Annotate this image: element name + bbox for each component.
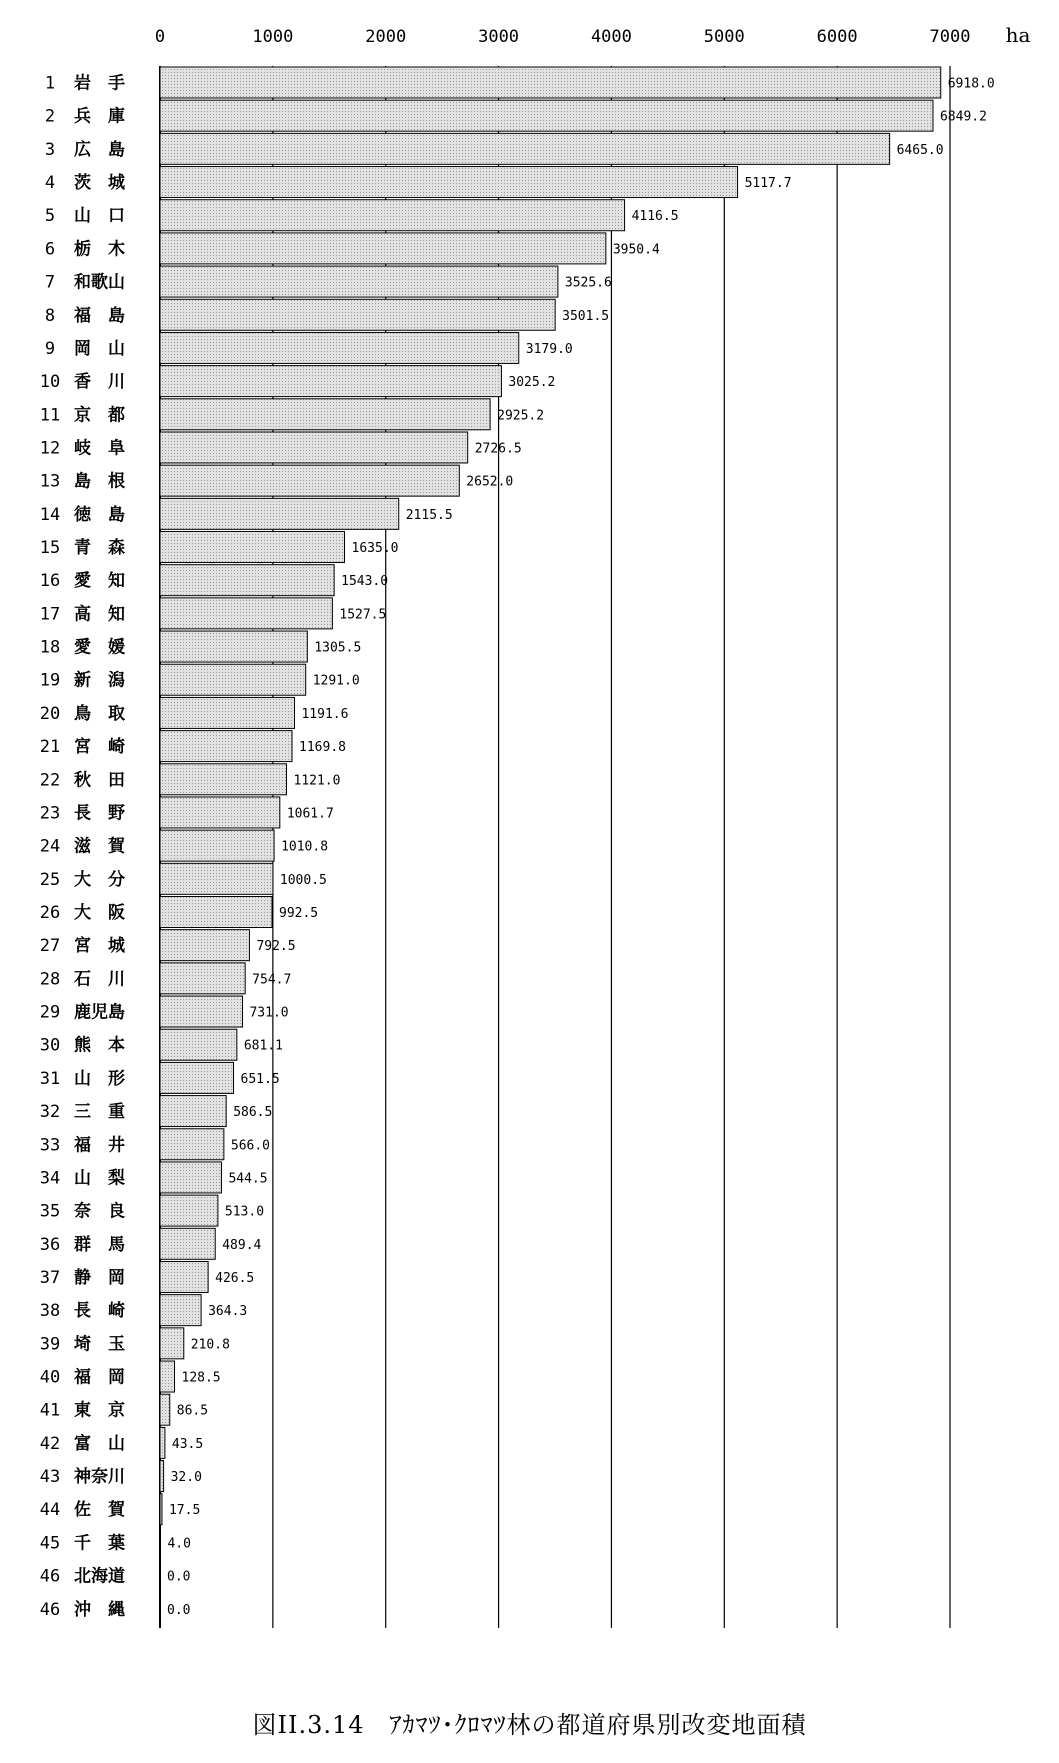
bar	[160, 167, 738, 198]
rank-label: 42	[39, 1433, 61, 1454]
value-label: 586.5	[233, 1105, 273, 1121]
bar	[160, 1029, 237, 1060]
rank-label: 24	[39, 836, 61, 857]
bar	[160, 332, 519, 363]
rank-label: 4	[44, 173, 56, 194]
prefecture-label: 沖 縄	[74, 1599, 125, 1620]
x-tick-label: 1000	[252, 27, 294, 47]
prefecture-label: 熊 本	[74, 1035, 125, 1056]
value-label: 566.0	[230, 1138, 271, 1154]
rank-label: 35	[39, 1201, 61, 1222]
bar	[160, 996, 242, 1027]
value-label: 3179.0	[525, 341, 573, 357]
bar	[160, 465, 459, 496]
bar	[160, 764, 287, 795]
value-label: 6465.0	[896, 142, 944, 158]
unit-label: ha	[1005, 23, 1031, 47]
rank-label: 44	[39, 1500, 61, 1521]
rank-label: 6	[44, 239, 56, 260]
bar	[160, 432, 468, 463]
rank-label: 25	[39, 869, 61, 890]
rank-label: 22	[39, 770, 61, 791]
bar	[160, 565, 334, 596]
bar	[160, 930, 249, 961]
x-tick-label: 5000	[703, 27, 745, 47]
prefecture-label: 広 島	[74, 139, 125, 160]
bar	[160, 1328, 184, 1359]
prefecture-label: 秋 田	[74, 770, 125, 791]
rank-label: 38	[39, 1301, 61, 1322]
prefecture-label: 香 川	[74, 372, 125, 393]
bar	[160, 100, 933, 131]
rank-label: 5	[44, 206, 56, 227]
prefecture-label: 静 岡	[74, 1267, 125, 1288]
value-label: 6918.0	[947, 76, 995, 92]
value-label: 128.5	[181, 1370, 221, 1386]
value-label: 1635.0	[351, 541, 399, 557]
value-label: 426.5	[215, 1270, 255, 1286]
rank-label: 40	[39, 1367, 61, 1388]
prefecture-label: 栃 木	[74, 239, 125, 260]
prefecture-label: 岩 手	[74, 73, 125, 94]
rank-label: 28	[39, 969, 61, 990]
prefecture-label: 大 分	[74, 869, 125, 890]
value-label: 1543.0	[341, 574, 389, 590]
prefecture-label: 岐 阜	[74, 438, 125, 459]
prefecture-label: 福 岡	[74, 1367, 125, 1388]
value-label: 2726.5	[474, 441, 522, 457]
value-label: 5117.7	[744, 176, 792, 192]
prefecture-label: 青 森	[74, 538, 125, 559]
prefecture-label: 宮 城	[74, 936, 125, 957]
rank-label: 19	[39, 670, 61, 691]
value-label: 2652.0	[466, 474, 514, 490]
prefecture-label: 鳥 取	[74, 703, 125, 724]
rank-label: 9	[44, 338, 56, 359]
value-label: 2115.5	[405, 507, 453, 523]
rank-label: 34	[39, 1168, 61, 1189]
rank-label: 33	[39, 1135, 61, 1156]
bar	[160, 233, 606, 264]
bar	[160, 133, 890, 164]
prefecture-label: 福 島	[74, 305, 125, 326]
value-label: 651.5	[240, 1071, 280, 1087]
prefecture-label: 高 知	[74, 604, 125, 625]
prefecture-label: 長 崎	[74, 1301, 125, 1322]
rank-label: 26	[39, 903, 61, 923]
value-label: 513.0	[224, 1204, 265, 1220]
bar	[160, 897, 272, 928]
prefecture-label: 滋 賀	[74, 836, 125, 857]
rank-label: 39	[39, 1334, 61, 1355]
rank-label: 43	[39, 1467, 61, 1488]
value-label: 6849.2	[939, 109, 987, 125]
value-label: 3950.4	[612, 242, 660, 258]
bar	[160, 1494, 162, 1525]
value-label: 1010.8	[281, 839, 329, 855]
bar	[160, 697, 294, 728]
bar	[160, 399, 490, 430]
value-label: 731.0	[249, 1005, 289, 1021]
rank-label: 14	[39, 504, 61, 525]
figure-caption: 図II.3.14 ｱｶﾏﾂ･ｸﾛﾏﾂ林の都道府県別改変地面積	[252, 1711, 807, 1739]
x-tick-label: 6000	[816, 27, 858, 47]
bar	[160, 1427, 165, 1458]
prefecture-label: 山 梨	[74, 1168, 125, 1189]
value-label: 43.5	[171, 1436, 204, 1452]
value-label: 1305.5	[314, 640, 362, 656]
rank-label: 15	[39, 538, 61, 559]
value-label: 364.3	[208, 1304, 248, 1320]
prefecture-label: 群 馬	[74, 1234, 125, 1255]
prefecture-label: 三 重	[74, 1102, 125, 1123]
value-label: 3525.6	[564, 275, 612, 291]
prefecture-label: 新 潟	[74, 670, 125, 691]
bar	[160, 200, 625, 231]
bar	[160, 963, 245, 994]
prefecture-label: 埼 玉	[74, 1334, 125, 1355]
value-label: 0.0	[167, 1602, 191, 1618]
x-tick-label: 7000	[929, 27, 971, 47]
bar	[160, 731, 292, 762]
bar	[160, 1394, 170, 1425]
prefecture-label: 宮 崎	[74, 737, 125, 758]
prefecture-label: 神奈川	[74, 1467, 125, 1488]
rank-label: 37	[39, 1267, 61, 1288]
bar	[160, 1461, 164, 1492]
rank-label: 13	[39, 471, 61, 492]
rank-label: 2	[44, 106, 56, 127]
value-label: 0.0	[167, 1569, 191, 1585]
x-tick-label: 3000	[478, 27, 520, 47]
value-label: 1169.8	[299, 740, 346, 756]
value-label: 544.5	[228, 1171, 268, 1187]
bar	[160, 664, 306, 695]
value-label: 17.5	[168, 1503, 201, 1519]
bar	[160, 863, 273, 894]
rank-label: 32	[39, 1102, 61, 1123]
rank-label: 10	[39, 372, 61, 393]
value-label: 792.5	[256, 939, 296, 955]
prefecture-label: 島 根	[74, 471, 125, 492]
value-label: 992.5	[279, 906, 319, 921]
bar	[160, 1129, 224, 1160]
prefecture-label: 京 都	[74, 405, 125, 426]
rank-label: 41	[39, 1400, 61, 1421]
rank-label: 27	[39, 936, 61, 957]
value-label: 1291.0	[312, 673, 360, 689]
bar	[160, 797, 280, 828]
value-label: 1121.0	[293, 773, 341, 789]
prefecture-label: 富 山	[74, 1433, 125, 1454]
value-label: 754.7	[252, 972, 292, 988]
value-label: 3501.5	[562, 308, 610, 324]
prefecture-label: 岡 山	[74, 338, 125, 359]
prefecture-label: 福 井	[74, 1135, 125, 1156]
value-label: 4116.5	[631, 209, 679, 225]
value-label: 32.0	[170, 1470, 202, 1486]
bar	[160, 532, 345, 563]
prefecture-label: 北海道	[74, 1566, 125, 1587]
x-tick-label: 0	[154, 27, 166, 47]
bar	[160, 498, 399, 529]
rank-label: 3	[44, 139, 56, 160]
bar	[160, 1195, 218, 1226]
rank-label: 12	[39, 438, 61, 459]
rank-label: 16	[39, 571, 61, 592]
bar	[160, 1062, 234, 1093]
rank-label: 23	[39, 803, 61, 824]
prefecture-label: 大 阪	[74, 903, 125, 923]
value-label: 4.0	[167, 1536, 191, 1552]
bar	[160, 299, 555, 330]
rank-label: 36	[39, 1234, 61, 1255]
rank-label: 45	[39, 1533, 61, 1554]
rank-label: 17	[39, 604, 61, 625]
prefecture-label: 奈 良	[74, 1201, 125, 1222]
prefecture-label: 愛 知	[74, 571, 125, 592]
rank-label: 21	[39, 737, 61, 758]
bar	[160, 67, 941, 98]
value-label: 681.1	[243, 1038, 284, 1054]
bar	[160, 830, 274, 861]
rank-label: 31	[39, 1068, 61, 1089]
bar	[160, 366, 501, 397]
rank-label: 29	[39, 1002, 61, 1023]
value-label: 3025.2	[508, 375, 556, 391]
rank-label: 7	[44, 272, 56, 293]
prefecture-label: 徳 島	[74, 504, 125, 525]
value-label: 1191.6	[301, 706, 349, 722]
prefecture-label: 石 川	[74, 969, 125, 990]
value-label: 2925.2	[497, 408, 545, 424]
prefecture-label: 兵 庫	[74, 106, 125, 127]
rank-label: 20	[39, 703, 61, 724]
rank-label: 11	[39, 405, 61, 426]
rank-label: 46	[39, 1599, 61, 1620]
bar	[160, 1261, 208, 1292]
bar	[160, 1228, 215, 1259]
value-label: 1000.5	[279, 872, 327, 888]
bar	[160, 266, 558, 297]
prefecture-label: 山 口	[74, 206, 125, 227]
value-label: 1061.7	[286, 806, 334, 822]
bar	[160, 598, 332, 629]
prefecture-label: 山 形	[74, 1068, 125, 1089]
rank-label: 46	[39, 1566, 61, 1587]
prefecture-label: 鹿児島	[74, 1002, 125, 1023]
bar	[160, 1361, 175, 1392]
x-tick-label: 2000	[365, 27, 407, 47]
value-label: 1527.5	[339, 607, 387, 623]
value-label: 489.4	[222, 1237, 262, 1253]
prefecture-label: 東 京	[74, 1400, 125, 1421]
prefecture-label: 千 葉	[74, 1533, 125, 1554]
bars	[160, 67, 941, 1558]
rank-label: 18	[39, 637, 61, 658]
prefecture-label: 愛 媛	[74, 637, 125, 658]
prefecture-label: 長 野	[74, 803, 125, 824]
bar	[160, 1162, 221, 1193]
value-label: 210.8	[190, 1337, 230, 1353]
bar	[160, 1096, 226, 1127]
bar	[160, 631, 307, 662]
prefecture-label: 佐 賀	[74, 1500, 125, 1521]
prefecture-label: 茨 城	[74, 173, 125, 194]
value-label: 86.5	[176, 1403, 209, 1419]
rank-label: 1	[44, 73, 56, 94]
prefecture-label: 和歌山	[74, 272, 125, 293]
rank-label: 8	[44, 305, 56, 326]
bar	[160, 1295, 201, 1326]
rank-label: 30	[39, 1035, 61, 1056]
x-tick-label: 4000	[590, 27, 632, 47]
